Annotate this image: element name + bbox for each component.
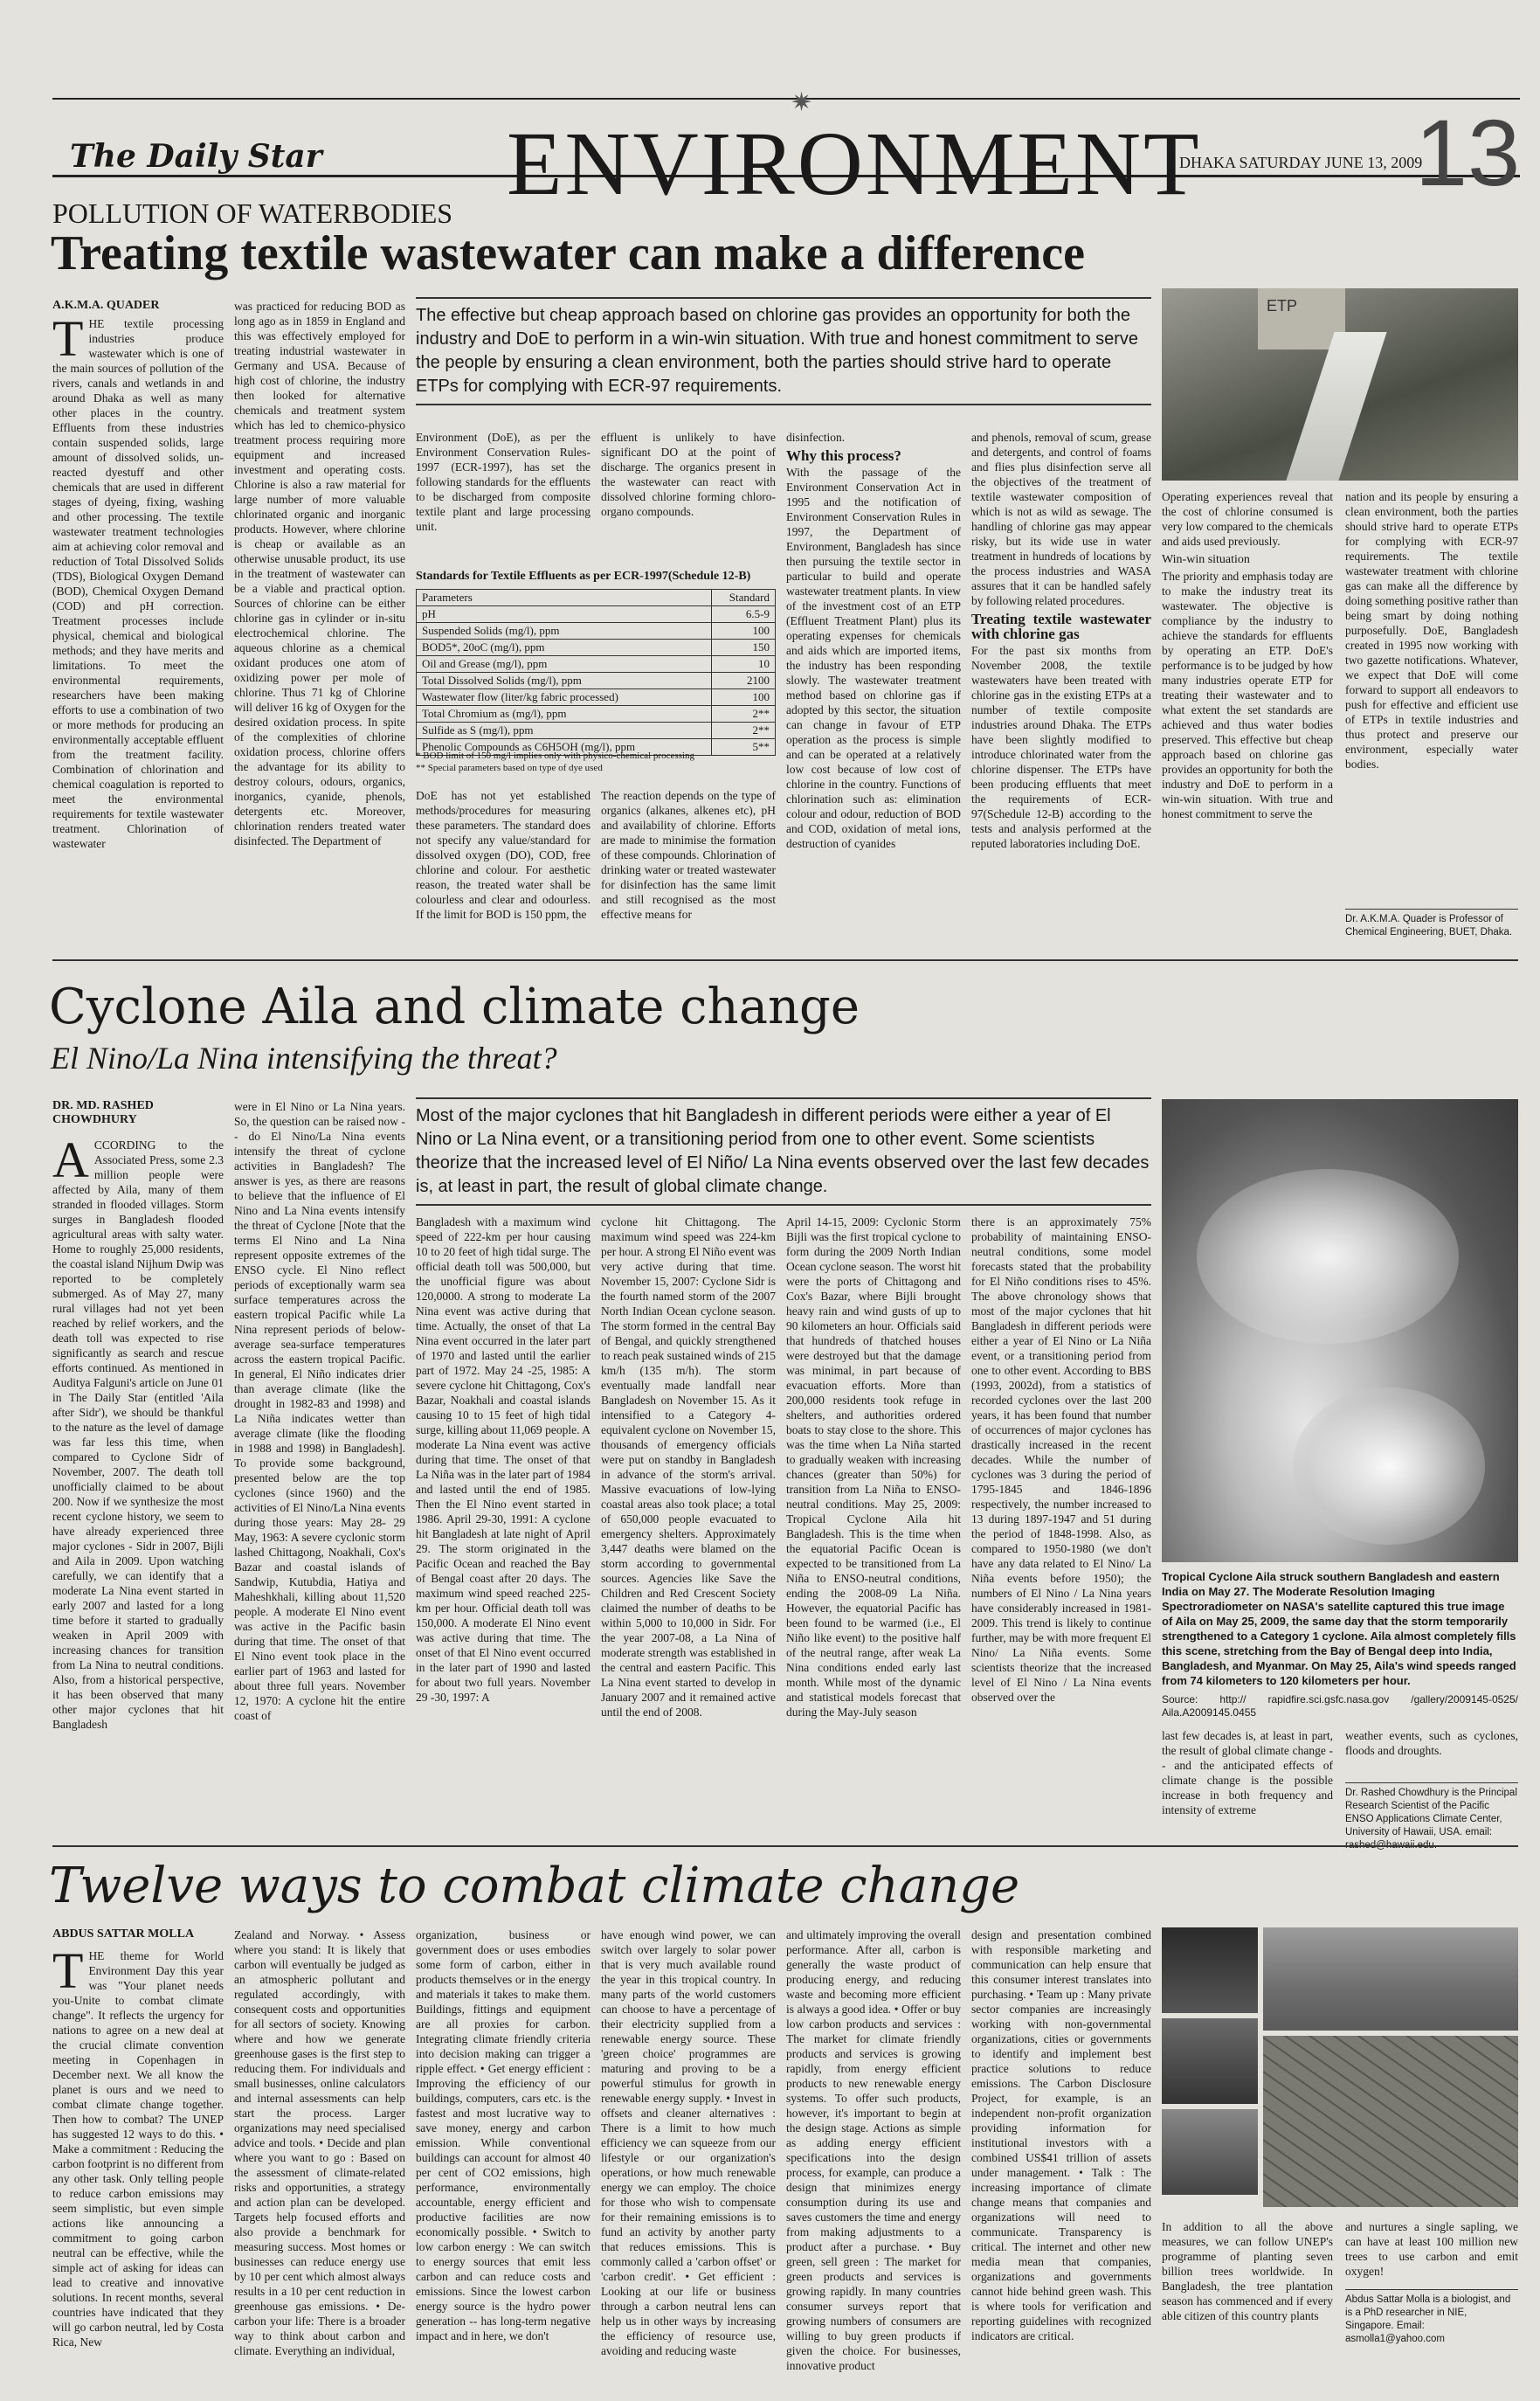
- trees-photo: [1263, 1927, 1518, 2031]
- table-cell-parameter: BOD5*, 20oC (mg/l), ppm: [417, 640, 712, 656]
- article2-pull-quote: Most of the major cyclones that hit Bangladesh in different periods were either a year of El Nino or La Nina event, or a transitioning period from one to other event. Some scientists theorize that the increased level of El Niño/ La Nina events observed over the last few decades is, at least in part, the result of global climate change.: [416, 1097, 1151, 1206]
- article2-subhead: El Nino/La Nina intensifying the threat?: [51, 1041, 557, 1076]
- standards-table: [416, 589, 776, 756]
- article3-author-note: Abdus Sattar Molla is a biologist, and is a PhD researcher in NIE, Singapore. Email: asmolla1@yahoo.com: [1345, 2289, 1518, 2346]
- article2-column-3: Bangladesh with a maximum wind speed of 222-km per hour causing 10 to 20 feet of high tidal surge. The official death toll was 500,000, but the unofficial figure was about 120,0000. A strong to moderate La Nina event was active during that time. Actually, the onset of that La Nina event occurred in the later part of 1970 and lasted until the earlier part of 1972. May 24 -25, 1985: A severe cyclone hit Chittagong, Cox's Bazar, Noakhali and coastal islands causing 10 to 15 feet of high tidal surge, killing about 11,069 people. A moderate La Nina event was active during that time. The onset of that La Niña was in the later part of 1984 and lasted until the end of 1985. Then the El Nino event started in 1986. April 29-30, 1991: A cyclone hit Bangladesh at late night of April 29. The storm originated in the Pacific Ocean and reached the Bay of Bengal coast after 20 days. The maximum wind speed reached 225-km per hour. Official death toll was 150,000. A moderate El Nino event was active during that time. The onset of that El Nino event occurred in the later part of 1990 and lasted for about two full years. November 29 -30, 1997: A: [416, 1215, 590, 1704]
- article2-column-8: weather events, such as cyclones, floods and droughts.: [1345, 1729, 1518, 1757]
- table-row: [417, 673, 776, 689]
- article3-byline: ABDUS SATTAR MOLLA: [52, 1927, 195, 1941]
- article3-column-8: and nurtures a single sapling, we can have at least 100 million new trees to use carbon and emit oxygen!: [1345, 2220, 1518, 2278]
- article1-col5-lead: disinfection.: [786, 431, 846, 444]
- table-cell-parameter: pH: [417, 606, 712, 623]
- table-cell-standard: 10: [712, 656, 776, 673]
- table-cell-parameter: Sulfide as S (mg/l), ppm: [417, 723, 712, 739]
- table-row: [417, 606, 776, 623]
- table-cell-standard: 150: [712, 640, 776, 656]
- article1-column-4b: The reaction depends on the type of organics (alkanes, alkenes etc), pH and availability of chlorine. Efforts are made to minimise the formation of these compounds. Chlorination of drinking water or treated wastewater for disinfection has the same limit and still recognised as the most effective means for: [601, 789, 776, 921]
- article3-column-1: THE theme for World Environment Day this year was "Your planet needs you-Unite to combat climate change". It reflects the urgency for nations to agree on a new deal at the crucial climate convention meeting in Copenhagen in December next. We all know the planet is ours and we need to combat climate change together. Then how to combat? The UNEP has suggested 12 ways to do this. • Make a commitment : Reducing the carbon footprint is no different from any other task. Only telling people to reduce carbon emissions may seem simplistic, but even simple actions like announcing a commitment to going carbon neutral can be effective, while the simple act of asking for ideas can lead to creative and innovative solutions. In recent months, several countries have indicated that they will go carbon neutral, led by Costa Rica, New: [52, 1948, 224, 2349]
- standards-table-notes: * BOD limit of 150 mg/l implies only with physico-chemical processing ** Special parameters based on type of dye used: [416, 751, 694, 773]
- article2-author-note: Dr. Rashed Chowdhury is the Principal Research Scientist of the Pacific ENSO Applications Climate Center, University of Hawaii, USA. email: rashed@hawaii.edu.: [1345, 1782, 1518, 1852]
- table-cell-standard: 2100: [712, 673, 776, 689]
- dropcap: A: [52, 1138, 89, 1188]
- table-cell-parameter: Total Dissolved Solids (mg/l), ppm: [417, 673, 712, 689]
- table-row: [417, 656, 776, 673]
- table-cell-standard: 2**: [712, 706, 776, 723]
- table-cell-parameter: Oil and Grease (mg/l), ppm: [417, 656, 712, 673]
- article1-column-6: [971, 430, 1151, 944]
- water-discharge: [1286, 332, 1386, 481]
- table-cell-standard: 100: [712, 689, 776, 706]
- article2-column-4: cyclone hit Chittagong. The maximum wind speed was 224-km per hour. A strong El Niño event was very active during that time. November 15, 2007: Cyclone Sidr is the fourth named storm of the 2007 North Indian Ocean cyclone season. The storm formed in the central Bay of Bengal, and quickly strengthened to reach peak sustained winds of 215 km/h (135 m/h). The storm eventually made landfall near Bangladesh on November 15. As it intensified to a Category 4-equivalent cyclone on November 15, thousands of emergency officials were put on standby in Bangladesh in advance of the storm's arrival. Massive evacuations of low-lying coastal areas also took place; a total of 650,000 people evacuated to emergency shelters. Approximately 3,447 deaths were blamed on the storm according to governmental sources. Agencies like Save the Children and Red Crescent Society claimed the number of deaths to be within 5,000 to 10,000 in Sidr. For the year 2007-08, a La Nina of moderate strength was established in the central and eastern Pacific. This La Nina event started to develop in January 2007 and it remained active until the end of 2008.: [601, 1215, 776, 1719]
- article3-column-6: design and presentation combined with responsible marketing and communication can help ensure that this consumer interest translates into purchasing. • Team up : Many private sector companies are increasingly working with non-governmental organizations, cities or governments to identify and implement best practice solutions to reduce emissions. The Carbon Disclosure Project, for example, is an independent non-profit organization providing information for institutional investors with a combined US$41 trillion of assets under management. • Talk : The increasing importance of climate change means that companies and organizations will need to communicate. Transparency is critical. The internet and other new media mean that companies, organizations and governments cannot hide behind green wash. This is where tools for verification and reporting guidelines with recognized indicators are critical.: [971, 1928, 1151, 2342]
- article1-subhead-treating: Treating textile wastewater with chlorine gas: [971, 611, 1151, 642]
- article1-column-1: THE textile processing industries produce wastewater which is one of the main sources of pollution of the rivers, canals and wetlands in and around Dhaka as well as many other places in the country. Effluents from these industries contain suspended solids, large amount of dissolved solids, un-reacted dyestuff and other chemicals that are used in different stages of dyeing, fixing, washing and other processing. The textile wastewater treatment technologies aim at achieving color removal and reduction of Total Dissolved Solids (TDS), Biological Oxygen Demand (BOD), Chemical Oxygen Demand (COD) and pH correction. Treatment processes include physical, chemical and biological methods; and they have merits and limitations. To meet the environmental requirements, researchers have been making efforts to use a combination of two or more methods for producing an environmentally acceptable effluent from the treatment facility. Combination of chlorination and chemical coagulation is reported to meet the environmental requirements for textile wastewater treatment. Chlorination of wastewater: [52, 316, 224, 850]
- article1-col6-lead: and phenols, removal of scum, grease and detergents, and control of foams and flies plus disinfection serve all the objectives of the treatment of textile wastewater composition of which is not as wild as sewage. The handling of chlorine gas may appear risky, but its wide use in water treatment in hundreds of locations by the process industries and WASA assures that it can be handled safely by following related procedures.: [971, 431, 1151, 607]
- cyclone-satellite-photo: [1162, 1099, 1518, 1562]
- flood-house-photo: [1162, 2109, 1258, 2195]
- table-header-row: [417, 590, 776, 606]
- traffic-photo: [1162, 2018, 1258, 2104]
- article1-column-7: [1162, 489, 1333, 944]
- table-cell-parameter: Total Chromium as (mg/l), ppm: [417, 706, 712, 723]
- article1-kicker: POLLUTION OF WATERBODIES: [52, 197, 453, 229]
- issue-date: DHAKA SATURDAY JUNE 13, 2009: [1179, 154, 1423, 171]
- article1-subhead-why: Why this process?: [786, 447, 901, 464]
- table-row: [417, 689, 776, 706]
- table-row: [417, 623, 776, 640]
- cyclone-eye: [1293, 1387, 1485, 1545]
- article3-column-2: Zealand and Norway. • Assess where you stand: It is likely that carbon will eventually be judged as an atmospheric pollutant and regulated accordingly, with consequent costs and opportunities for all sectors of society. Knowing where and how we generate greenhouse gases is the first step to reducing them. For individuals and small businesses, online calculators and internal assessments can help start the process. Larger organizations may need specialised advice and tools. • Decide and plan where you want to go : Based on the assessment of climate-related risks and opportunities, a strategy and action plan can be developed. Targets help focused efforts and also provide a benchmark for measuring success. Most homes or businesses can reduce energy use by 10 per cent which almost always results in a 10 per cent reduction in greenhouse gas emissions. • De-carbon your life: There is a broader way to think about carbon and climate. Everything an individual,: [234, 1928, 405, 2357]
- article1-col7-body: The priority and emphasis today are to make the industry treat its wastewater. The objective is compliance by the industry to achieve the standards for effluents by operating an ETP. DoE's performance is to be judged by how many industries operate ETP for treating their wastewater and to what extent the set standards are achieved and thus water bodies preserved. This effective but cheap approach based on chlorine gas provides an opportunity for both the industry and DoE to perform in a win-win situation. With true and honest commitment to serve the: [1162, 570, 1333, 820]
- article1-col5-body: With the passage of the Environment Conservation Act in 1995 and the notification of Environment Conservation Rules in 1997, the Department of Environment, Bangladesh has since then pursuing the textile sector in particular to build and operate wastewater treatment plants. In view of the investment cost of an ETP (Effluent Treatment Plant) plus its operating expenses for chemicals and aids which are imported items, the industry has been responding slowly. The wastewater treatment method based on chlorine gas if adopted by this sector, the situation can change in favour of ETP operation as the process is simple and can be operated at a relatively low cost because of low cost of chlorine in the country. Functions of chlorination such as: elimination colour and odour, reduction of BOD and COD, oxidation of metal ions, destruction of cyanides: [786, 466, 961, 850]
- table-row: [417, 706, 776, 723]
- compass-star-icon: ✷: [791, 88, 813, 117]
- table-cell-standard: 2**: [712, 723, 776, 739]
- article2-column-1: ACCORDING to the Associated Press, some 2.3 million people were affected by Aila, many of them stranded in flooded villages. Storm surges in Bangladesh flooded agricultural areas with salty water. Home to roughly 25,000 residents, the coastal island Nijhum Dwip was reported to be completely submerged. As of May 27, many rural villages had not yet been reached by relief workers, and the death toll was expected to rise significantly as search and rescue efforts continued. As mentioned in Auditya Falguni's article on June 01 in The Daily Star (entitled 'Aila after Sidr'), we should be thankful to the nature as the level of damage was far less this time, when compared to Cyclone Sidr of November, 2007. The death toll unofficially claimed to be about 200. Now if we synthesize the most recent cyclone history, we seem to have already experienced three major cyclones - Sidr in 2007, Bijli and Aila in 2009. Upon watching carefully, we can identify that a moderate La Nina event started in early 2007 and lasted for a long time before it started to gradually weaken in April 2009 with increasing chances for transition from La Nina to neutral conditions. Also, from a historical perspective, it has been observed that many other major cyclones that hit Bangladesh: [52, 1138, 224, 1731]
- dropcap: T: [52, 316, 84, 367]
- article1-column-3a: Environment (DoE), as per the Environment Conservation Rules-1997 (ECR-1997), has set the following standards for the effluents to be discharged from composite textile plant and large processing unit.: [416, 431, 590, 533]
- etp-sign: ETP: [1267, 297, 1298, 315]
- section-title: ENVIRONMENT: [507, 114, 1202, 214]
- article3-column-4: have enough wind power, we can switch over largely to solar power that is very much available round the year in this tropical country. In many parts of the world customers can choose to have a percentage of their electricity supplied from a renewable energy source. These 'green choice' programmes are maturing and proving to be a powerful stimulus for growth in renewable energy supply. • Invest in offsets and cleaner alternatives : There is a limit to how much efficiency we can squeeze from our lifestyle or our organization's operations, or how much renewable energy we can employ. The choice for those who wish to compensate for their remaining emissions is to fund an activity by another party that reduces emissions. This is commonly called a 'carbon offset' or 'carbon credit'. • Get efficient : Looking at our life or business through a carbon neutral lens can help us in other ways by increasing the efficiency of resource use, avoiding and reducing waste: [601, 1928, 776, 2357]
- cyclone-photo-caption: Tropical Cyclone Aila struck southern Bangladesh and eastern India on May 27. The Moderate Resolution Imaging Spectroradiometer on NASA's satellite captured this true image of Aila on May 25, 2009, the same day that the storm temporarily strengthened to a Category 1 cyclone. Aila almost completely fills this scene, stretching from the Bay of Bengal deep into India, Bangladesh, and Myanmar. On May 25, Aila's wind speeds ranged from 74 kilometers to 120 kilometers per hour.: [1162, 1570, 1516, 1687]
- newspaper-logo: The Daily Star: [70, 138, 322, 175]
- article1-column-8: nation and its people by ensuring a clean environment, both the parties should strive hard to operate ETPs for complying with ECR-97 requirements. The textile wastewater treatment with chlorine gas can make all the difference by doing something positive rather than being smart by doing nothing purposefully. DoE, Bangladesh created in 1995 now working with two gazette notifications. Whatever, we expect that DoE will come forward to support all endeavors to push for effective and efficient use of ETPs in textile industries and thus protect and preserve our environment, especially water bodies.: [1345, 490, 1518, 771]
- table-cell-standard: Standard: [712, 590, 776, 606]
- page-number: 13: [1415, 100, 1521, 205]
- article1-author-note: Dr. A.K.M.A. Quader is Professor of Chemical Engineering, BUET, Dhaka.: [1345, 909, 1518, 939]
- table-cell-parameter: Parameters: [417, 590, 712, 606]
- etp-photo: [1162, 288, 1518, 481]
- table-cell-parameter: Wastewater flow (liter/kg fabric processed): [417, 689, 712, 706]
- article2-column-6: there is an approximately 75% probability of maintaining ENSO-neutral conditions, some model forecasts stated that the probability for El Niño conditions rises to 45%. The above chronology shows that most of the major cyclones that hit Bangladesh in different periods were either a year of El Nino or La Niña event, or a transitioning period from one to other event. According to BBS (1993, 2002d), from a statistics of recorded cyclones over the last 200 years, it has been found that number of occurrences of major cyclones has drastically increased in the recent decades. While the number of cyclones was 3 during the period of 1795-1845 and 1846-1896 respectively, the number increased to 13 during 1897-1947 and 51 during the period of 1848-1998. Also, as compared to 1950-1980 (we don't have any data related to El Nino/ La Niña events before 1950); the numbers of El Nino / La Nina years have considerably increased in 1981-2009. This trend is likely to continue further, may be with more frequent El Nino/ La Niña events. Some scientists theorize that the increased level of El Nino / La Nina events observed over the: [971, 1215, 1151, 1704]
- article1-headline: Treating textile wastewater can make a difference: [51, 226, 1085, 280]
- table-cell-standard: 5**: [712, 739, 776, 756]
- cracked-earth-photo: [1263, 2036, 1518, 2207]
- cyclone-photo-source: Source: http:// rapidfire.sci.gsfc.nasa.gov /gallery/2009145-0525/ Aila.A2009145.0455: [1162, 1693, 1518, 1719]
- article1-column-5: [786, 430, 961, 944]
- dropcap: T: [52, 1948, 84, 1999]
- table-row: [417, 723, 776, 739]
- article2-headline: Cyclone Aila and climate change: [49, 979, 860, 1035]
- article1-column-2: was practiced for reducing BOD as long ago as in 1859 in England and this was effectively employed for treating industrial wastewater in Germany and USA. Because of high cost of chlorine, the industry then looked for alternative chemicals and treatment system which has led to chemico-physico treatment process requiring more equipment and increased investment and operating costs. Chlorine is also a raw material for large number of more valuable chlorinated organic and inorganic products. However, where chlorine is cheap or available as an otherwise unusable product, its use in the treatment of wastewater can be a viable and practical option. Sources of chlorine can be either chlorine gas in cylinder or in-situ electrochemical chlorine. The aqueous chlorine as a chemical oxidant produces one atom of oxidizing power per mole of chlorine. Thus 71 kg of Chlorine will deliver 16 kg of Oxygen for the desired oxidation process. In spite of the complexities of chlorine oxidation process, chlorine offers the advantage for its ability to destroy colours, odours, organics, inorganics, cyanide, phenols, detergents etc. Moreover, chlorination renders treated water disinfected. The Department of: [234, 300, 405, 848]
- article1-column-4a: effluent is unlikely to have significant DO at the point of discharge. The organics present in the wastewater can react with dissolved chlorine forming chloro-organo compounds.: [601, 431, 776, 518]
- table-row: [417, 640, 776, 656]
- divider: [52, 1845, 1518, 1847]
- table-cell-standard: 6.5-9: [712, 606, 776, 623]
- article1-col6-body: For the past six months from November 2008, the textile wastewaters have been treated with chlorine gas in the existing ETPs at a number of textile composite industries around Dhaka. The ETPs have been slightly modified to introduce chlorinated water from the chlorine dispenser. The ETPs have been producing effluents that meet the requirements of ECR-97(Schedule 12-B) according to the tests and analysis performed at the reputed laboratories including DoE.: [971, 644, 1151, 850]
- cloud-mass: [1197, 1169, 1459, 1344]
- article3-column-5: and ultimately improving the overall performance. After all, carbon is generally the waste product of producing energy, and reducing waste and becoming more efficient is always a good idea. • Offer or buy low carbon products and services : The market for climate friendly products and services is growing rapidly, from energy efficient products to new renewable energy systems. To offer such products, however, it's important to begin at the design stage. Actions as simple as adding energy efficient specifications into the design process, for example, can produce a design that minimizes energy consumption during its use and saves customers the time and energy from making adjustments to a product after a purchase. • Buy green, sell green : The market for green products and services is growing rapidly. In many countries consumer surveys report that growing numbers of consumers are willing to buy green products if given the choice. For businesses, innovative product: [786, 1928, 961, 2372]
- article1-subhead-win: Win-win situation: [1162, 553, 1250, 566]
- article1-column-3b: DoE has not yet established methods/procedures for measuring these parameters. The standard does not specify any value/standard for dissolved oxygen (DO), COD, free chlorine and colour. For aesthetic reason, the treated water shall be colourless and clear and odourless. If the limit for BOD is 150 ppm, the: [416, 789, 590, 921]
- divider: [52, 959, 1518, 961]
- article3-column-7: In addition to all the above measures, we can follow UNEP's programme of planting seven billion trees worldwide. In Bangladesh, the tree plantation season has commenced and if every able citizen of this country plants: [1162, 2220, 1333, 2322]
- article3-column-3: organization, business or government does or uses embodies some form of carbon, either in products themselves or in the energy and materials it takes to make them. Buildings, fittings and equipment are all proxies for carbon. Integrating climate friendly criteria into decision making can trigger a ripple effect. • Get energy efficient : Improving the efficiency of our buildings, computers, cars etc. is the fastest and most lucrative way to save money, energy and carbon emission. While conventional buildings can account for almost 40 per cent of CO2 emissions, high performance, environmentally accountable, energy efficient and productive facilities are now economically possible. • Switch to low carbon energy : We can switch to energy sources that emit less carbon and can reduce costs and emissions. Since the lowest carbon energy source is the hydro power generation -- has long-term negative impact and in here, we don't: [416, 1928, 590, 2342]
- article2-column-7: last few decades is, at least in part, the result of global climate change -- and the anticipated effects of climate change is the possible increase in both frequency and intensity of extreme: [1162, 1729, 1333, 1816]
- article3-headline: Twelve ways to combat climate change: [49, 1858, 1020, 1914]
- table-cell-parameter: Phenolic Compounds as C6H5OH (mg/l), ppm: [417, 739, 712, 756]
- article2-column-5: April 14-15, 2009: Cyclonic Storm Bijli was the first tropical cyclone to form during the 2009 North Indian Ocean cyclone season. The worst hit were the ports of Chittagong and Cox's Bazar, where Bijli brought heavy rain and wind gusts of up to 90 kilometers an hour. Officials said that hundreds of thatched houses were destroyed but that the damage was minimal, in part because of evacuation efforts. More than 200,000 residents took refuge in shelters, and authorities ordered boats to stay close to the shore. This was the time when La Niña started to gradually weaken with increasing chances (greater than 50%) for transition from La Niña to ENSO-neutral conditions. May 25, 2009: Tropical Cyclone Aila hit Bangladesh. This is the time when the equatorial Pacific Ocean is expected to be transitioned from La Niña to ENSO-neutral conditions, ending the 2008-09 La Niña. However, the equatorial Pacific has been found to be warmed (i.e., El Niño like event) to the positive half of the neutral range, after weak La Nina conditions ended early last month. While most of the dynamic and statistical models forecast that during the May-July season: [786, 1215, 961, 1719]
- article1-pull-quote: The effective but cheap approach based on chlorine gas provides an opportunity for both the industry and DoE to perform in a win-win situation. With true and honest commitment to serve the people by ensuring a clean environment, both the parties should strive hard to operate ETPs for complying with ECR-97 requirements.: [416, 297, 1151, 405]
- article1-col7-lead: Operating experiences reveal that the cost of chlorine consumed is very low compared to the chemicals and aids used previously.: [1162, 490, 1333, 548]
- article1-byline: A.K.M.A. QUADER: [52, 299, 160, 312]
- article2-byline: DR. MD. RASHED CHOWDHURY: [52, 1099, 154, 1126]
- lightning-photo: [1162, 1927, 1258, 2013]
- masthead-rule: [52, 98, 1520, 100]
- standards-table-caption: Standards for Textile Effluents as per ECR-1997(Schedule 12-B): [416, 570, 751, 583]
- newspaper-page: [35, 35, 1521, 2394]
- table-cell-standard: 100: [712, 623, 776, 640]
- article2-column-2: were in El Nino or La Nina years. So, the question can be raised now -- do El Nino/La Nina events intensify the threat of cyclone activities in Bangladesh? The answer is yes, as there are reasons to believe that the influence of El Nino and La Nina events intensify the threat of Cyclone [Note that the terms El Nino and La Nina represent opposite extremes of the ENSO cycle. El Nino reflect periods of exceptionally warm sea surface temperatures across the eastern tropical Pacific while La Nina represent periods of below-average sea-surface temperatures across the eastern tropical Pacific. In general, El Niño indicates drier than average climate (like the drought in 1982-83 and 1998) and La Niña indicates wetter than average climate (like the flooding in 1988 and 1998) in Bangladesh]. To provide some background, presented below are the top cyclones (since 1960) and the activities of El Nino/La Nina events during those years: May 28- 29 May, 1963: A severe cyclonic storm lashed Chittagong, Noakhali, Cox's Bazar and coastal islands of Sandwip, Kutubdia, Hatiya and Maheshkhali, killing about 11,520 people. A moderate El Nino event was active in the Pacific basin during that time. The onset of that El Nino event took place in the earlier part of 1963 and lasted for about three full years. November 12, 1970: A cyclone hit the entire coast of: [234, 1100, 405, 1722]
- table-cell-parameter: Suspended Solids (mg/l), ppm: [417, 623, 712, 640]
